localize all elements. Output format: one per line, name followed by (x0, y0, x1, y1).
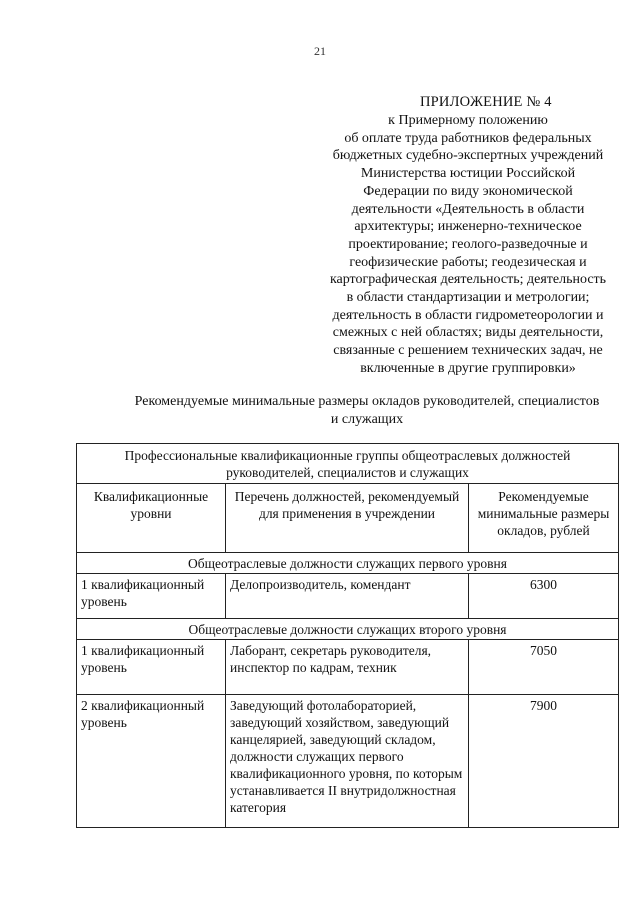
column-header-level: Квалификационные уровни (77, 484, 226, 553)
appendix-line: картографическая деятельность; деятельность (329, 272, 607, 288)
page-number: 21 (314, 44, 326, 58)
section-title: Общеотраслевые должности служащих первого уровня (77, 553, 619, 574)
table-row (77, 640, 619, 695)
appendix-line: об оплате труда работников федеральных (344, 130, 592, 146)
appendix-line: Министерства юстиции Российской (360, 166, 576, 182)
table-heading (104, 393, 630, 428)
appendix-line: геофизические работы; геодезическая и (349, 254, 587, 270)
table-heading-line: Рекомендуемые минимальные размеры окладов руководителей, специалистов (134, 394, 600, 409)
column-header-salary: Рекомендуемые минимальные размеры окладов, рублей (469, 484, 619, 553)
positions-cell: Делопроизводитель, комендант (226, 574, 469, 619)
appendix-line: связанные с решением технических задач, не (333, 343, 603, 359)
level-cell: 1 квалификационный уровень (77, 574, 226, 619)
positions-cell: Заведующий фотолабораторией, заведующий хозяйством, заведующий канцелярией, заведующий складом, должности служащих первого квалификационного уровня, по которым устанавливается II внутридолжностная категория (226, 695, 469, 828)
table-group-header (77, 444, 619, 484)
table-row (77, 574, 619, 619)
group-header-cell (77, 444, 619, 484)
appendix-line: Федерации по виду экономической (363, 183, 573, 199)
salary-cell: 6300 (469, 574, 619, 619)
appendix-line: деятельности «Деятельность в области (351, 201, 585, 217)
appendix-line: включенные в другие группировки» (360, 360, 576, 376)
level-cell: 2 квалификационный уровень (77, 695, 226, 828)
positions-cell: Лаборант, секретарь руководителя, инспектор по кадрам, техник (226, 640, 469, 695)
appendix-line: проектирование; геолого-разведочные и (348, 236, 588, 252)
appendix-line: смежных с ней областях; виды деятельности, (332, 325, 604, 341)
salary-cell: 7050 (469, 640, 619, 695)
appendix-line: архитектуры; инженерно-техническое (354, 219, 582, 235)
appendix-title: ПРИЛОЖЕНИЕ № 4 (420, 94, 552, 110)
table-column-headers (77, 484, 619, 553)
group-header-line: руководителей, специалистов и служащих (226, 465, 469, 480)
salary-table (76, 443, 619, 828)
appendix-line: бюджетных судебно-экспертных учреждений (332, 148, 604, 164)
group-header-line: Профессиональные квалификационные группы общеотраслевых должностей (124, 448, 571, 463)
table-row (77, 695, 619, 828)
column-header-positions: Перечень должностей, рекомендуемый для применения в учреждении (226, 484, 469, 553)
table-section-row (77, 553, 619, 574)
table-heading-line: и служащих (330, 411, 404, 427)
level-cell: 1 квалификационный уровень (77, 640, 226, 695)
appendix-line: деятельность в области гидрометеорологии и (332, 307, 604, 323)
appendix-line: к Примерному положению (388, 113, 548, 128)
appendix-subtitle (300, 112, 636, 378)
appendix-line: в области стандартизации и метрологии; (346, 290, 590, 306)
section-title: Общеотраслевые должности служащих второго уровня (77, 619, 619, 640)
salary-cell: 7900 (469, 695, 619, 828)
table-section-row (77, 619, 619, 640)
